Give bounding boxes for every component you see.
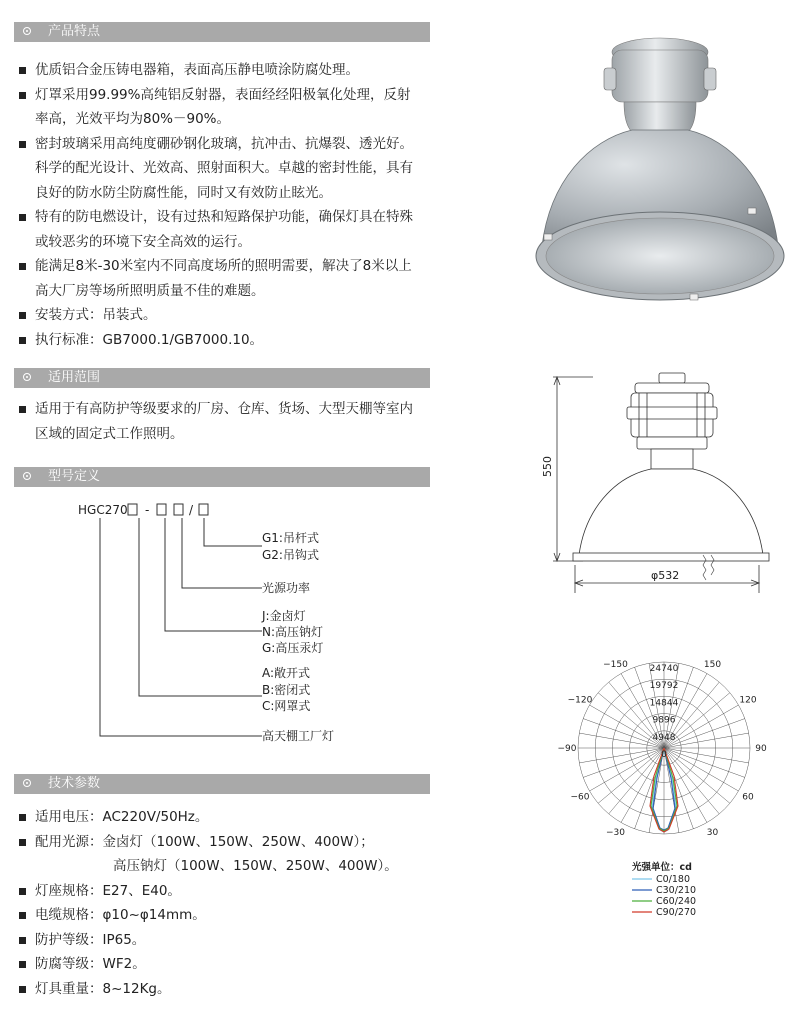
section-header-model (14, 467, 430, 487)
dimension-drawing (535, 365, 800, 600)
placeholder-box (157, 504, 166, 515)
angle-label: −30 (606, 828, 625, 839)
list-item: 配用光源：金卤灯（100W、150W、250W、400W）； 高压钠灯（100W、150W、250W、400W）。 (18, 830, 438, 879)
label-type-2: B:密闭式 (262, 683, 311, 697)
radial-value-label: 19792 (649, 681, 679, 692)
placeholder-box (174, 504, 183, 515)
features-list (18, 58, 438, 352)
angle-label: −120 (567, 695, 593, 706)
label-lamp-1: J:金卤灯 (262, 609, 306, 623)
dome (579, 469, 763, 555)
radial-value-label: 24740 (649, 664, 679, 674)
section-header-scope (14, 368, 430, 388)
legend-label: C90/270 (656, 907, 697, 918)
section-title: 适用范围 (48, 370, 101, 385)
product-photo (520, 20, 800, 320)
angle-label: −150 (603, 659, 628, 670)
label-lamp-2: N:高压钠灯 (262, 625, 324, 639)
list-item: 密封玻璃采用高纯度硼砂钢化玻璃，抗冲击、抗爆裂、透光好。 科学的配光设计、光效高、照射面积大。卓越的密封性能，具有 良好的防水防尘防腐性能，同时又有效防止眩光。 (18, 132, 438, 206)
clip (690, 294, 698, 300)
radial-value-label: 9896 (652, 715, 676, 726)
angle-label: −90 (557, 744, 577, 754)
angle-label: 60 (742, 792, 754, 803)
polar-light-distribution (557, 648, 780, 873)
list-item: 灯具重量：8~12Kg。 (18, 977, 438, 1002)
label-type-3: C:网罩式 (262, 699, 311, 713)
label-power: 光源功率 (262, 581, 311, 595)
list-item: 特有的防电燃设计，设有过热和短路保护功能，确保灯具在特殊 或较恶劣的环境下安全高效的运行。 (18, 205, 438, 254)
height-label: 550 (541, 456, 554, 477)
label-install-1: G1:吊杆式 (262, 531, 319, 545)
list-item: 安装方式：吊装式。 (18, 303, 438, 328)
section-header-features (14, 22, 430, 42)
angle-label: 150 (703, 659, 722, 670)
list-item: 优质铝合金压铸电器箱，表面高压静电喷涂防腐处理。 (18, 58, 438, 83)
bullet-icon (23, 472, 31, 480)
box-top (635, 383, 709, 393)
angle-label: 30 (706, 828, 719, 839)
angle-label: −60 (570, 792, 590, 803)
clip (544, 234, 552, 240)
legend-label: C0/180 (656, 874, 691, 885)
list-item: 防腐等级：WF2。 (18, 952, 438, 977)
neck (651, 449, 693, 469)
angle-label: 90 (755, 744, 767, 754)
scope-list (18, 397, 438, 446)
model-definition-diagram (0, 495, 440, 755)
box-band (627, 407, 717, 419)
unit-label: 光强单位：cd (632, 862, 692, 873)
list-item: 能满足8米-30米室内不同高度场所的照明需要，解决了8米以上 高大厂房等场所照明质量不佳的难题。 (18, 254, 438, 303)
reflector-glass (546, 218, 774, 294)
bullet-icon (23, 27, 31, 35)
box-bottom (637, 437, 707, 449)
specs-list (18, 805, 438, 1001)
radial-value-label: 0 (661, 750, 667, 760)
section-title: 技术参数 (48, 776, 101, 791)
radial-value-label: 14844 (649, 698, 679, 709)
model-code: HGC270 (78, 503, 128, 517)
list-item: 防护等级：IP65。 (18, 928, 438, 953)
bullet-icon (23, 373, 31, 381)
model-slash: / (189, 503, 194, 517)
list-item: 适用于有高防护等级要求的厂房、仓库、货场、大型天棚等室内 区域的固定式工作照明。 (18, 397, 438, 446)
placeholder-box (199, 504, 208, 515)
section-header-specs (14, 774, 430, 794)
clip (748, 208, 756, 214)
rim (573, 553, 769, 561)
label-install-2: G2:吊钩式 (262, 548, 319, 562)
list-item: 执行标准：GB7000.1/GB7000.10。 (18, 328, 438, 353)
latch-left (604, 68, 616, 90)
model-dash: - (145, 503, 150, 517)
angle-label: 120 (739, 695, 757, 706)
legend-label: C60/240 (656, 896, 697, 907)
bullet-icon (23, 779, 31, 787)
label-type-1: A:敞开式 (262, 666, 311, 680)
list-item: 灯座规格：E27、E40。 (18, 879, 438, 904)
polar-legend (628, 874, 738, 924)
housing-body (612, 50, 708, 102)
list-item: 电缆规格：φ10~φ14mm。 (18, 903, 438, 928)
label-lamp-3: G:高压汞灯 (262, 641, 324, 655)
housing-neck (624, 102, 696, 132)
list-item: 适用电压：AC220V/50Hz。 (18, 805, 438, 830)
radial-value-label: 4948 (652, 732, 676, 743)
connector-lines (100, 518, 262, 736)
list-item: 灯罩采用99.99%高纯铝反射器，表面经经阳极氧化处理，反射 率高，光效平均为80%－90%。 (18, 83, 438, 132)
placeholder-box (128, 504, 137, 515)
cap (659, 373, 685, 383)
latch-right (704, 68, 716, 90)
section-title: 产品特点 (48, 24, 101, 39)
diameter-label: φ532 (651, 569, 680, 582)
legend-label: C30/210 (656, 885, 697, 896)
section-title: 型号定义 (48, 469, 101, 484)
label-name: 高天棚工厂灯 (262, 729, 335, 743)
